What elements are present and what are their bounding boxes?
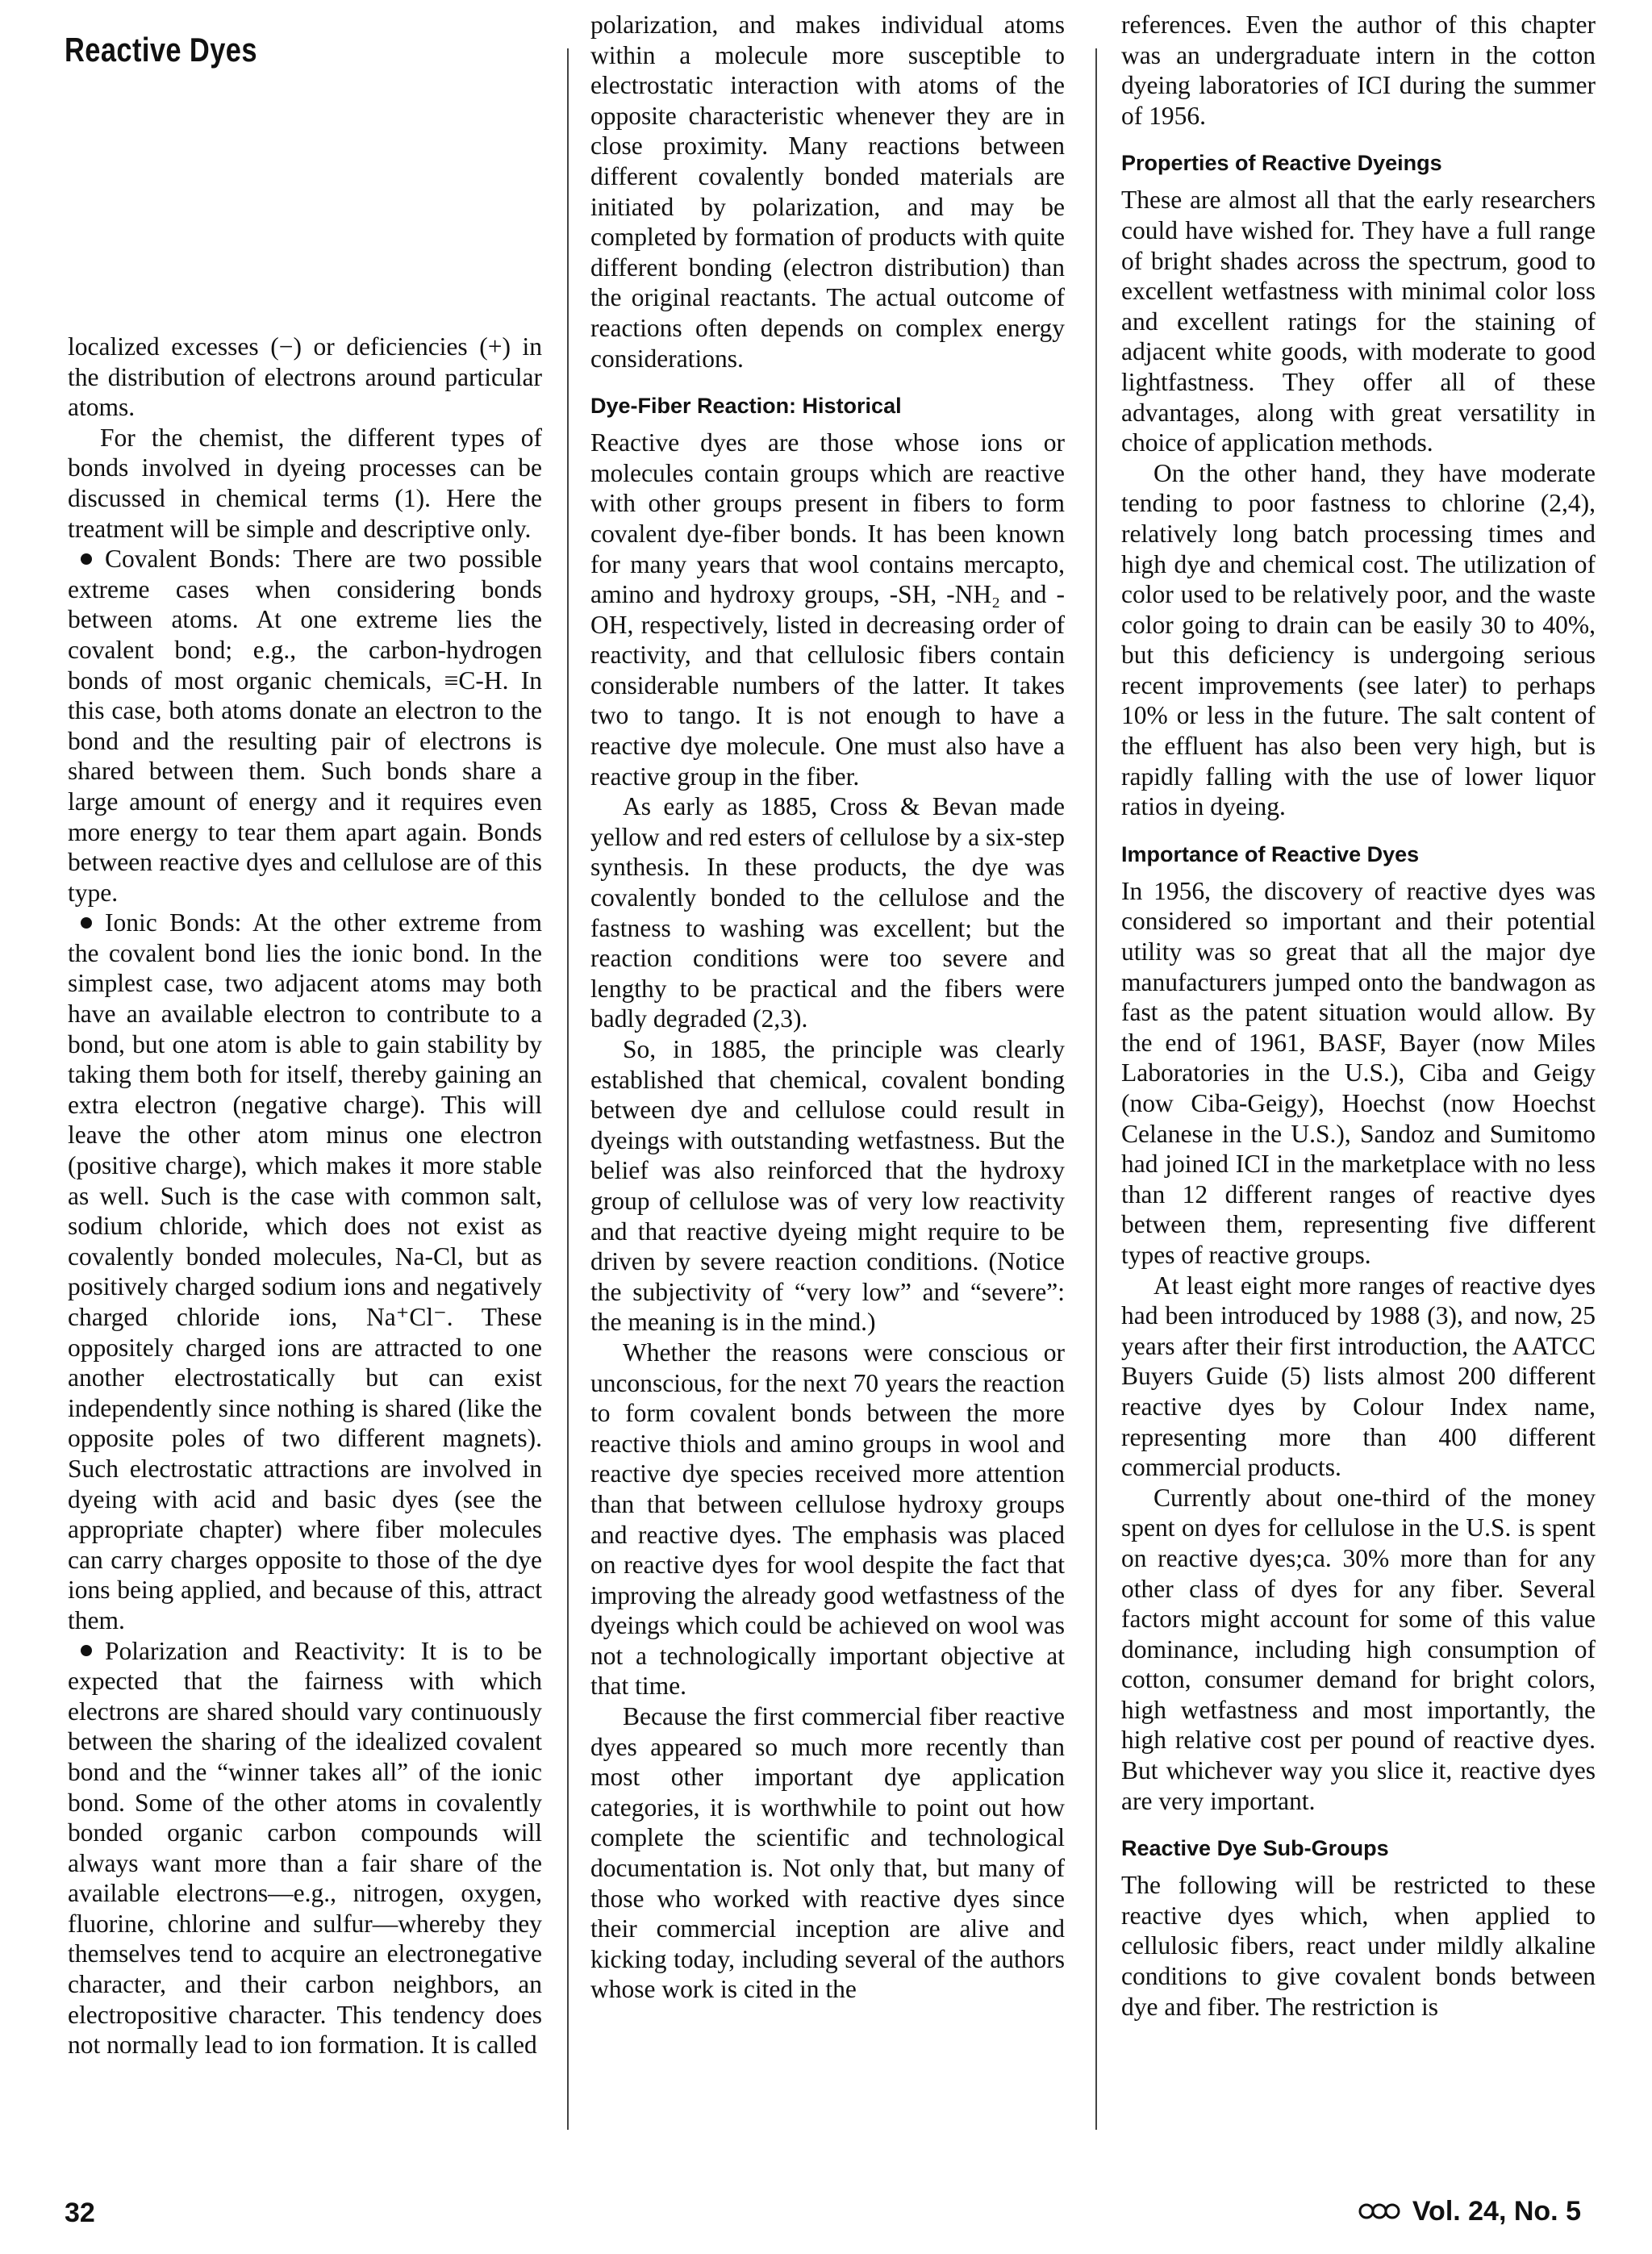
column-rule — [567, 48, 569, 2130]
paragraph: references. Even the author of this chapter was an undergraduate intern in the cotton dyeing laboratories of ICI during the summer of 1956. — [1121, 10, 1596, 130]
column-2 — [590, 10, 1065, 2005]
paragraph: In 1956, the discovery of reactive dyes was considered so important and their potential utility was so great that all the major dye manufacturers jumped onto the bandwagon as fast as the patent situation would allow. By the end of 1961, BASF, Bayer (now Miles Laboratories in the U.S.), Ciba and Geigy (now Ciba-Geigy), Hoechst (now Hoechst Celanese in the U.S.), Sandoz and Sumitomo had joined ICI in the marketplace with no less than 12 different ranges of reactive dyes between them, representing five different types of reactive groups. — [1121, 876, 1596, 1269]
paragraph: localized excesses (−) or deficiencies (+) in the distribution of electrons around particular atoms. — [68, 332, 542, 422]
paragraph: As early as 1885, Cross & Bevan made yellow and red esters of cellulose by a six-step synthesis. In these products, the dye was covalently bonded to the cellulose and the fastness to washing was excellent; but the reaction conditions were too severe and lengthy to be practical and the fibers were badly degraded (2,3). — [590, 792, 1065, 1033]
bullet-paragraph — [68, 1636, 542, 2060]
section-heading: Properties of Reactive Dyeings — [1121, 151, 1442, 176]
page-title: Reactive Dyes — [65, 31, 257, 69]
section-heading: Importance of Reactive Dyes — [1121, 841, 1420, 866]
bullet-icon — [81, 917, 92, 929]
column-1 — [68, 332, 542, 2060]
paragraph-text: Covalent Bonds: There are two possible extreme cases when considering bonds between atoms. At one extreme lies the covalent bond; e.g., the carbon-hydrogen bonds of most organic chemicals, ≡C-H. In this case, both atoms donate an electron to the bond and the resulting pair of electrons is shared between them. Such bonds share a large amount of energy and it requires even more energy to tear them apart again. Bonds between reactive dyes and cellulose are of this type. — [68, 545, 542, 907]
paragraph: polarization, and makes individual atoms within a molecule more susceptible to electrostatic interaction with atoms of the opposite characteristic whenever they are in close proximity. Many reactions between different covalently bonded materials are initiated by polarization, and may be completed by formation of products with quite different bonding (electron distribution) than the original reactants. The actual outcome of reactions often depends on complex energy considerations. — [590, 10, 1065, 373]
paragraph: Because the first commercial fiber reactive dyes appeared so much more recently than most other important dye application categories, it is worthwhile to point out how complete the scientific and technological documentation is. Not only that, but many of those who worked with reactive dyes since their commercial inception are alive and kicking today, including several of the authors whose work is cited in the — [590, 1702, 1065, 2004]
paragraph-text: Polarization and Reactivity: It is to be expected that the fairness with which electrons are shared should vary continuously between the sharing of the idealized covalent bond and the “winner takes all” of the ionic bond. Some of the other atoms in covalently bonded organic carbon compounds will always want more than a fair share of the available electrons—e.g., nitrogen, oxygen, fluorine, chlorine and sulfur—whereby they themselves tend to acquire an electronegative character, and their carbon neighbors, an electropositive character. This tendency does not normally lead to ion formation. It is called — [68, 1636, 542, 2060]
issue-footer — [1358, 2196, 1581, 2227]
paragraph: Reactive dyes are those whose ions or molecules contain groups which are reactive with other groups present in fibers to form covalent dye-fiber bonds. It has been known for many years that wool contains mercapto, amino and hydroxy groups, -SH, -NH₂ and -OH, respectively, listed in decreasing order of reactivity, and that cellulosic fibers contain considerable numbers of the latter. It takes two to tango. It is not enough to have a reactive dye molecule. One must also have a reactive group in the fiber. — [590, 428, 1065, 791]
paragraph-text: Ionic Bonds: At the other extreme from the covalent bond lies the ionic bond. In the simplest case, two adjacent atoms may both have an available electron to contribute to a bond, but one atom is able to gain stability by taking them both for itself, thereby gaining an extra electron (negative charge). This will leave the other atom minus one electron (positive charge), which makes it more stable as well. Such is the case with common salt, sodium chloride, which does not exist as covalently bonded molecules, Na-Cl, but as positively charged sodium ions and negatively charged chloride ions, Na⁺Cl⁻. These oppositely charged ions are attracted to one another electrostatically but can exist independently since nothing is shared (like the opposite poles of two different magnets). Such electrostatic attractions are involved in dyeing with acid and basic dyes (see the appropriate chapter) where fiber molecules can carry charges opposite to those of the dye ions being applied, and because of this, attract them. — [68, 908, 542, 1634]
paragraph: The following will be restricted to these reactive dyes which, when applied to cellulosic fibers, react under mildly alkaline conditions to give covalent bonds between dye and fiber. The restriction is — [1121, 1871, 1596, 2021]
issue-label: Vol. 24, No. 5 — [1412, 2196, 1581, 2227]
paragraph: So, in 1885, the principle was clearly established that chemical, covalent bonding between dye and cellulose could result in dyeings with outstanding wetfastness. But the belief was also reinforced that the hydroxy group of cellulose was of very low reactivity and that reactive dyeing might require to be driven by severe reaction conditions. (Notice the subjectivity of “very low” and “severe”: the meaning is in the mind.) — [590, 1035, 1065, 1337]
paragraph: Whether the reasons were conscious or unconscious, for the next 70 years the reaction to form covalent bonds between the more reactive thiols and amino groups in wool and reactive dye species received more attention than that between cellulose hydroxy groups and reactive dyes. The emphasis was placed on reactive dyes for wool despite the fact that improving the already good wetfastness of the dyeings which could be achieved on wool was not a technologically important objective at that time. — [590, 1338, 1065, 1701]
paragraph: On the other hand, they have moderate tending to poor fastness to chlorine (2,4), relatively long batch processing times and high dye and chemical cost. The utilization of color used to be relatively poor, and the waste color going to drain can be easily 30 to 40%, but this deficiency is undergoing serious recent improvements (see later) to perhaps 10% or less in the future. The salt content of the effluent has also been very high, but is rapidly falling with the use of lower liquor ratios in dyeing. — [1121, 458, 1596, 821]
section-heading: Dye-Fiber Reaction: Historical — [590, 394, 902, 419]
paragraph: These are almost all that the early researchers could have wished for. They have a full range of bright shades across the spectrum, good to excellent wetfastness with minimal color loss and excellent ratings for the staining of adjacent white goods, with moderate to good lightfastness. They offer all of these advantages, along with great versatility in choice of application methods. — [1121, 186, 1596, 457]
column-rule — [1095, 48, 1097, 2130]
paragraph: For the chemist, the different types of bonds involved in dyeing processes can be discussed in chemical terms (1). Here the treatment will be simple and descriptive only. — [68, 423, 542, 543]
bullet-icon — [81, 553, 92, 565]
bullet-paragraph — [68, 544, 542, 908]
column-3 — [1121, 10, 1596, 2022]
aatcc-logo-icon — [1358, 2196, 1401, 2227]
bullet-paragraph — [68, 908, 542, 1635]
bullet-icon — [81, 1645, 92, 1656]
paragraph: Currently about one-third of the money spent on dyes for cellulose in the U.S. is spent on reactive dyes;ca. 30% more than for any other class of dyes for any fiber. Several factors might account for some of this value dominance, including high consumption of cotton, consumer demand for bright colors, high wetfastness and most importantly, the high relative cost per pound of reactive dyes. But whichever way you slice it, reactive dyes are very important. — [1121, 1483, 1596, 1815]
page-number: 32 — [65, 2198, 95, 2228]
paragraph: At least eight more ranges of reactive dyes had been introduced by 1988 (3), and now, 25 years after their first introduction, the AATCC Buyers Guide (5) lists almost 200 different reactive dyes by Colour Index name, representing more than 400 different commercial products. — [1121, 1271, 1596, 1482]
section-heading: Reactive Dye Sub-Groups — [1121, 1836, 1389, 1861]
